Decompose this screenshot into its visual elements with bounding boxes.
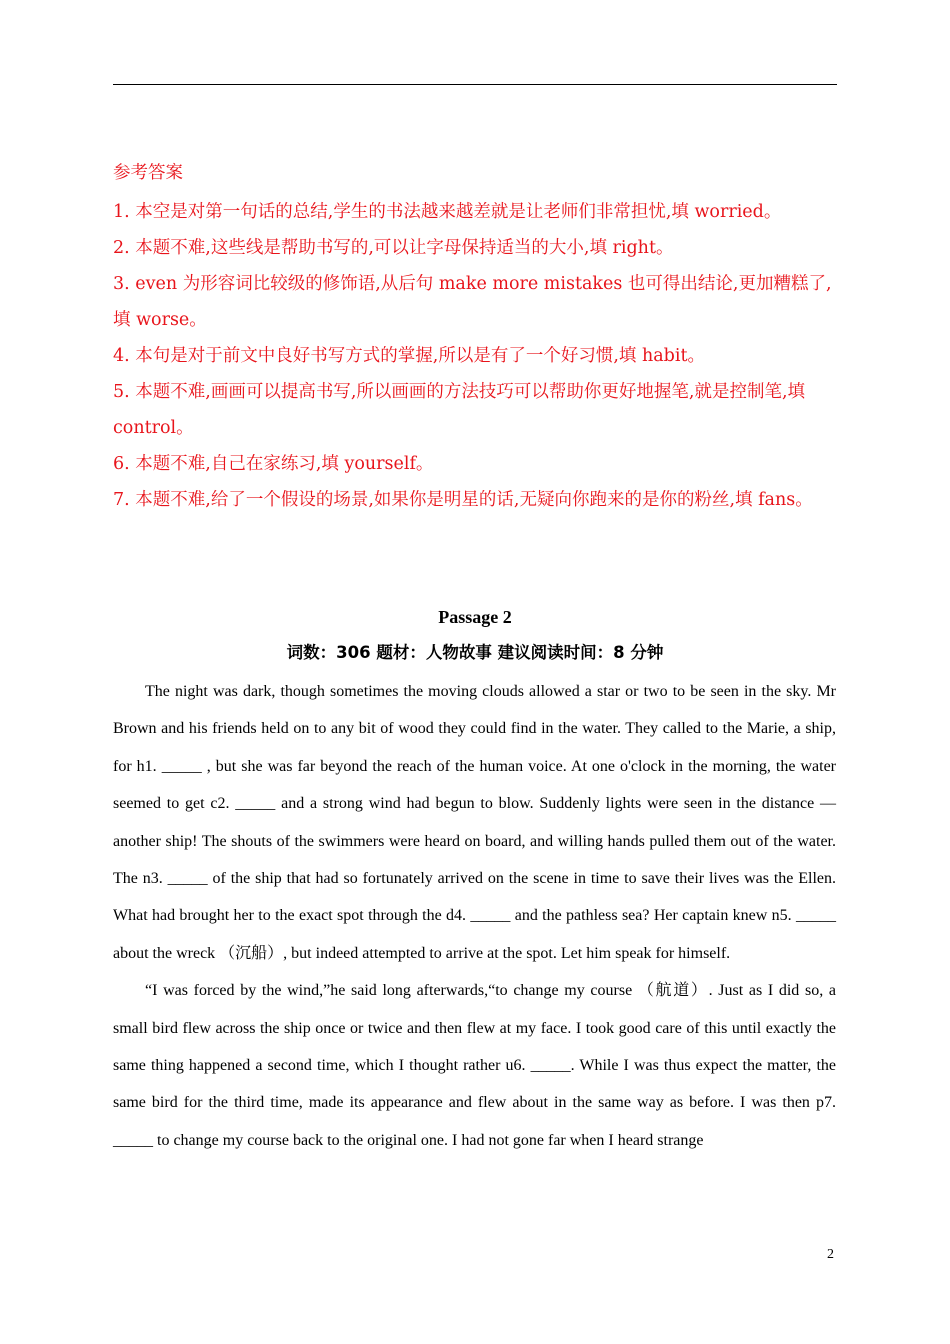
answer-item: 3. even 为形容词比较级的修饰语,从后句 make more mistakes 也可得出结论,更加糟糕了,填 worse。: [113, 274, 832, 330]
answer-section: [113, 158, 845, 518]
answer-item: 1. 本空是对第一句话的总结,学生的书法越来越差就是让老师们非常担忧,填 worried。: [113, 202, 782, 222]
passage-body: [113, 673, 836, 1159]
passage-title: Passage 2: [438, 607, 512, 627]
answer-item: 5. 本题不难,画画可以提高书写,所以画画的方法技巧可以帮助你更好地握笔,就是控制笔,填 control。: [113, 382, 806, 438]
answer-item: 7. 本题不难,给了一个假设的场景,如果你是明星的话,无疑向你跑来的是你的粉丝,填 fans。: [113, 490, 813, 510]
answer-item: 6. 本题不难,自己在家练习,填 yourself。: [113, 454, 434, 474]
page-number: 2: [827, 1247, 834, 1262]
passage-paragraph: The night was dark, though sometimes the moving clouds allowed a star or two to be seen in the sky. Mr Brown and his friends held on to any bit of wood they could find in the water. They called to the Marie, a ship, for h1. _____ , but she was far beyond the reach of the human voice. At one o'clock in the morning, the water seemed to get c2. _____ and a strong wind had begun to blow. Suddenly lights were seen in the distance — another ship! The shouts of the swimmers were heard on board, and willing hands pulled them out of the water. The n3. _____ of the ship that had so fortunately arrived on the scene in time to save their lives was the Ellen. What had brought her to the exact spot through the d4. _____ and the pathless sea? Her captain knew n5. _____ about the wreck （沉船）, but indeed attempted to arrive at the spot. Let him speak for himself.: [113, 683, 836, 962]
header-rule: [113, 84, 837, 85]
answer-item: 2. 本题不难,这些线是帮助书写的,可以让字母保持适当的大小,填 right。: [113, 238, 674, 258]
answer-title: 参考答案: [113, 163, 183, 183]
passage-paragraph: “I was forced by the wind,”he said long afterwards,“to change my course （航道）. Just as I did so, a small bird flew across the ship once or twice and then flew at my face. I took good care of this until exactly the same thing happened a second time, which I thought rather u6. _____. While I was thus expect the matter, the same bird for the third time, made its appearance and flew about in the same way as before. I was then p7. _____ to change my course back to the original one. I had not gone far when I heard strange: [113, 982, 836, 1149]
answer-item: 4. 本句是对于前文中良好书写方式的掌握,所以是有了一个好习惯,填 habit。: [113, 346, 705, 366]
passage-meta: 词数：306 题材：人物故事 建议阅读时间：8 分钟: [286, 643, 664, 662]
